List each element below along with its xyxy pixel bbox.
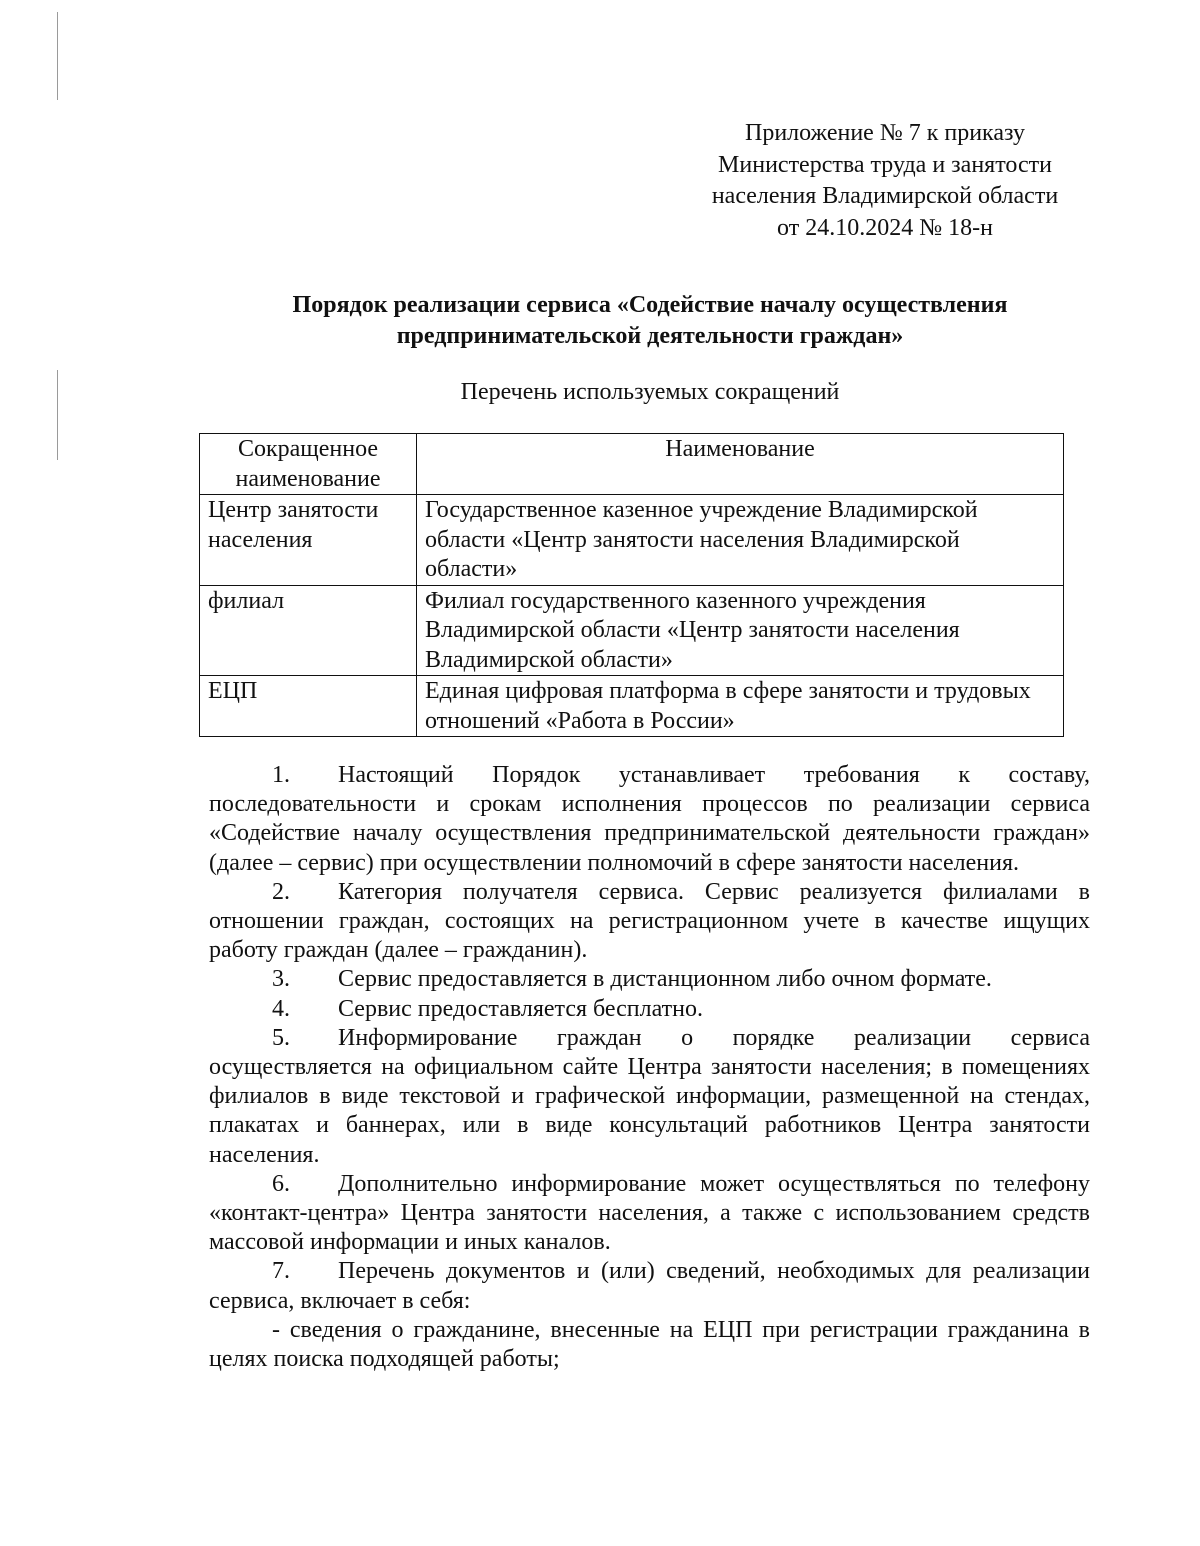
list-item: - сведения о гражданине, внесенные на ЕЦП при регистрации гражданина в целях поиска подходящей работы; <box>209 1316 1090 1373</box>
numbered-paragraph <box>209 1024 1090 1170</box>
document-body <box>209 761 1090 1374</box>
numbered-paragraph <box>209 1257 1090 1315</box>
abbr-short-cell: филиал <box>200 585 417 676</box>
abbr-full-cell: Единая цифровая платформа в сфере занятости и трудовых отношений «Работа в России» <box>417 676 1064 737</box>
paragraph-number: 7. <box>272 1258 290 1285</box>
abbr-short-cell: Центр занятости населения <box>200 495 417 586</box>
paragraph-number: 4. <box>272 995 290 1022</box>
paragraph-text: Информирование граждан о порядке реализации сервиса осуществляется на официальном сайте Центра занятости населения; в помещениях филиалов в виде текстовой и графической информации, размещенной на стендах, плакатах и баннерах, или в виде консультаций работников Центра занятости населения. <box>209 1024 1090 1168</box>
numbered-paragraph <box>209 761 1090 878</box>
document-title <box>200 290 1100 352</box>
abbr-full-cell: Филиал государственного казенного учреждения Владимирской области «Центр занятости населения Владимирской области» <box>417 585 1064 676</box>
numbered-paragraph <box>209 1170 1090 1258</box>
numbered-paragraph <box>209 995 1090 1024</box>
scan-edge-mark <box>57 12 58 100</box>
paragraph-number: 3. <box>272 966 290 993</box>
paragraph-number: 2. <box>272 878 290 905</box>
table-row <box>200 676 1064 737</box>
numbered-paragraph <box>209 878 1090 966</box>
scan-edge-mark <box>57 370 58 460</box>
paragraph-text: Сервис предоставляется бесплатно. <box>338 995 703 1022</box>
header-line: Министерства труда и занятости <box>718 151 1052 178</box>
numbered-paragraph <box>209 965 1090 994</box>
table-row <box>200 585 1064 676</box>
paragraph-text: Настоящий Порядок устанавливает требования к составу, последовательности и срокам исполнения процессов по реализации сервиса «Содействие началу осуществления предпринимательской деятельности граждан» (далее – сервис) при осуществлении полномочий в сфере занятости населения. <box>209 762 1090 876</box>
table-header-row <box>200 434 1064 495</box>
title-line: Порядок реализации сервиса «Содействие началу осуществления <box>292 292 1008 318</box>
abbr-short-cell: ЕЦП <box>200 676 417 737</box>
abbreviations-heading: Перечень используемых сокращений <box>460 379 840 405</box>
appendix-header <box>690 118 1080 244</box>
header-line: от 24.10.2024 № 18-н <box>777 214 993 241</box>
header-line: населения Владимирской области <box>711 183 1059 209</box>
column-header-full: Наименование <box>417 434 1064 495</box>
paragraph-text: Категория получателя сервиса. Сервис реализуется филиалами в отношении граждан, состоящих на регистрационном учете в качестве ищущих работу граждан (далее – гражданин). <box>209 878 1090 964</box>
header-line: Приложение № 7 к приказу <box>745 120 1025 146</box>
paragraph-text: Сервис предоставляется в дистанционном либо очном формате. <box>338 966 992 993</box>
abbreviations-table <box>199 433 1064 737</box>
paragraph-text: Дополнительно информирование может осуществляться по телефону «контакт-центра» Центра занятости населения, а также с использованием средств массовой информации и иных каналов. <box>209 1170 1090 1256</box>
abbr-full-cell: Государственное казенное учреждение Владимирской области «Центр занятости населения Владимирской области» <box>417 495 1064 586</box>
column-header-short: Сокращенное наименование <box>200 434 417 495</box>
paragraph-number: 6. <box>272 1170 290 1197</box>
paragraph-number: 5. <box>272 1024 290 1051</box>
title-line: предпринимательской деятельности граждан» <box>396 323 904 349</box>
paragraph-text: Перечень документов и (или) сведений, необходимых для реализации сервиса, включает в себя: <box>209 1258 1090 1314</box>
table-row <box>200 495 1064 586</box>
paragraph-number: 1. <box>272 762 290 788</box>
